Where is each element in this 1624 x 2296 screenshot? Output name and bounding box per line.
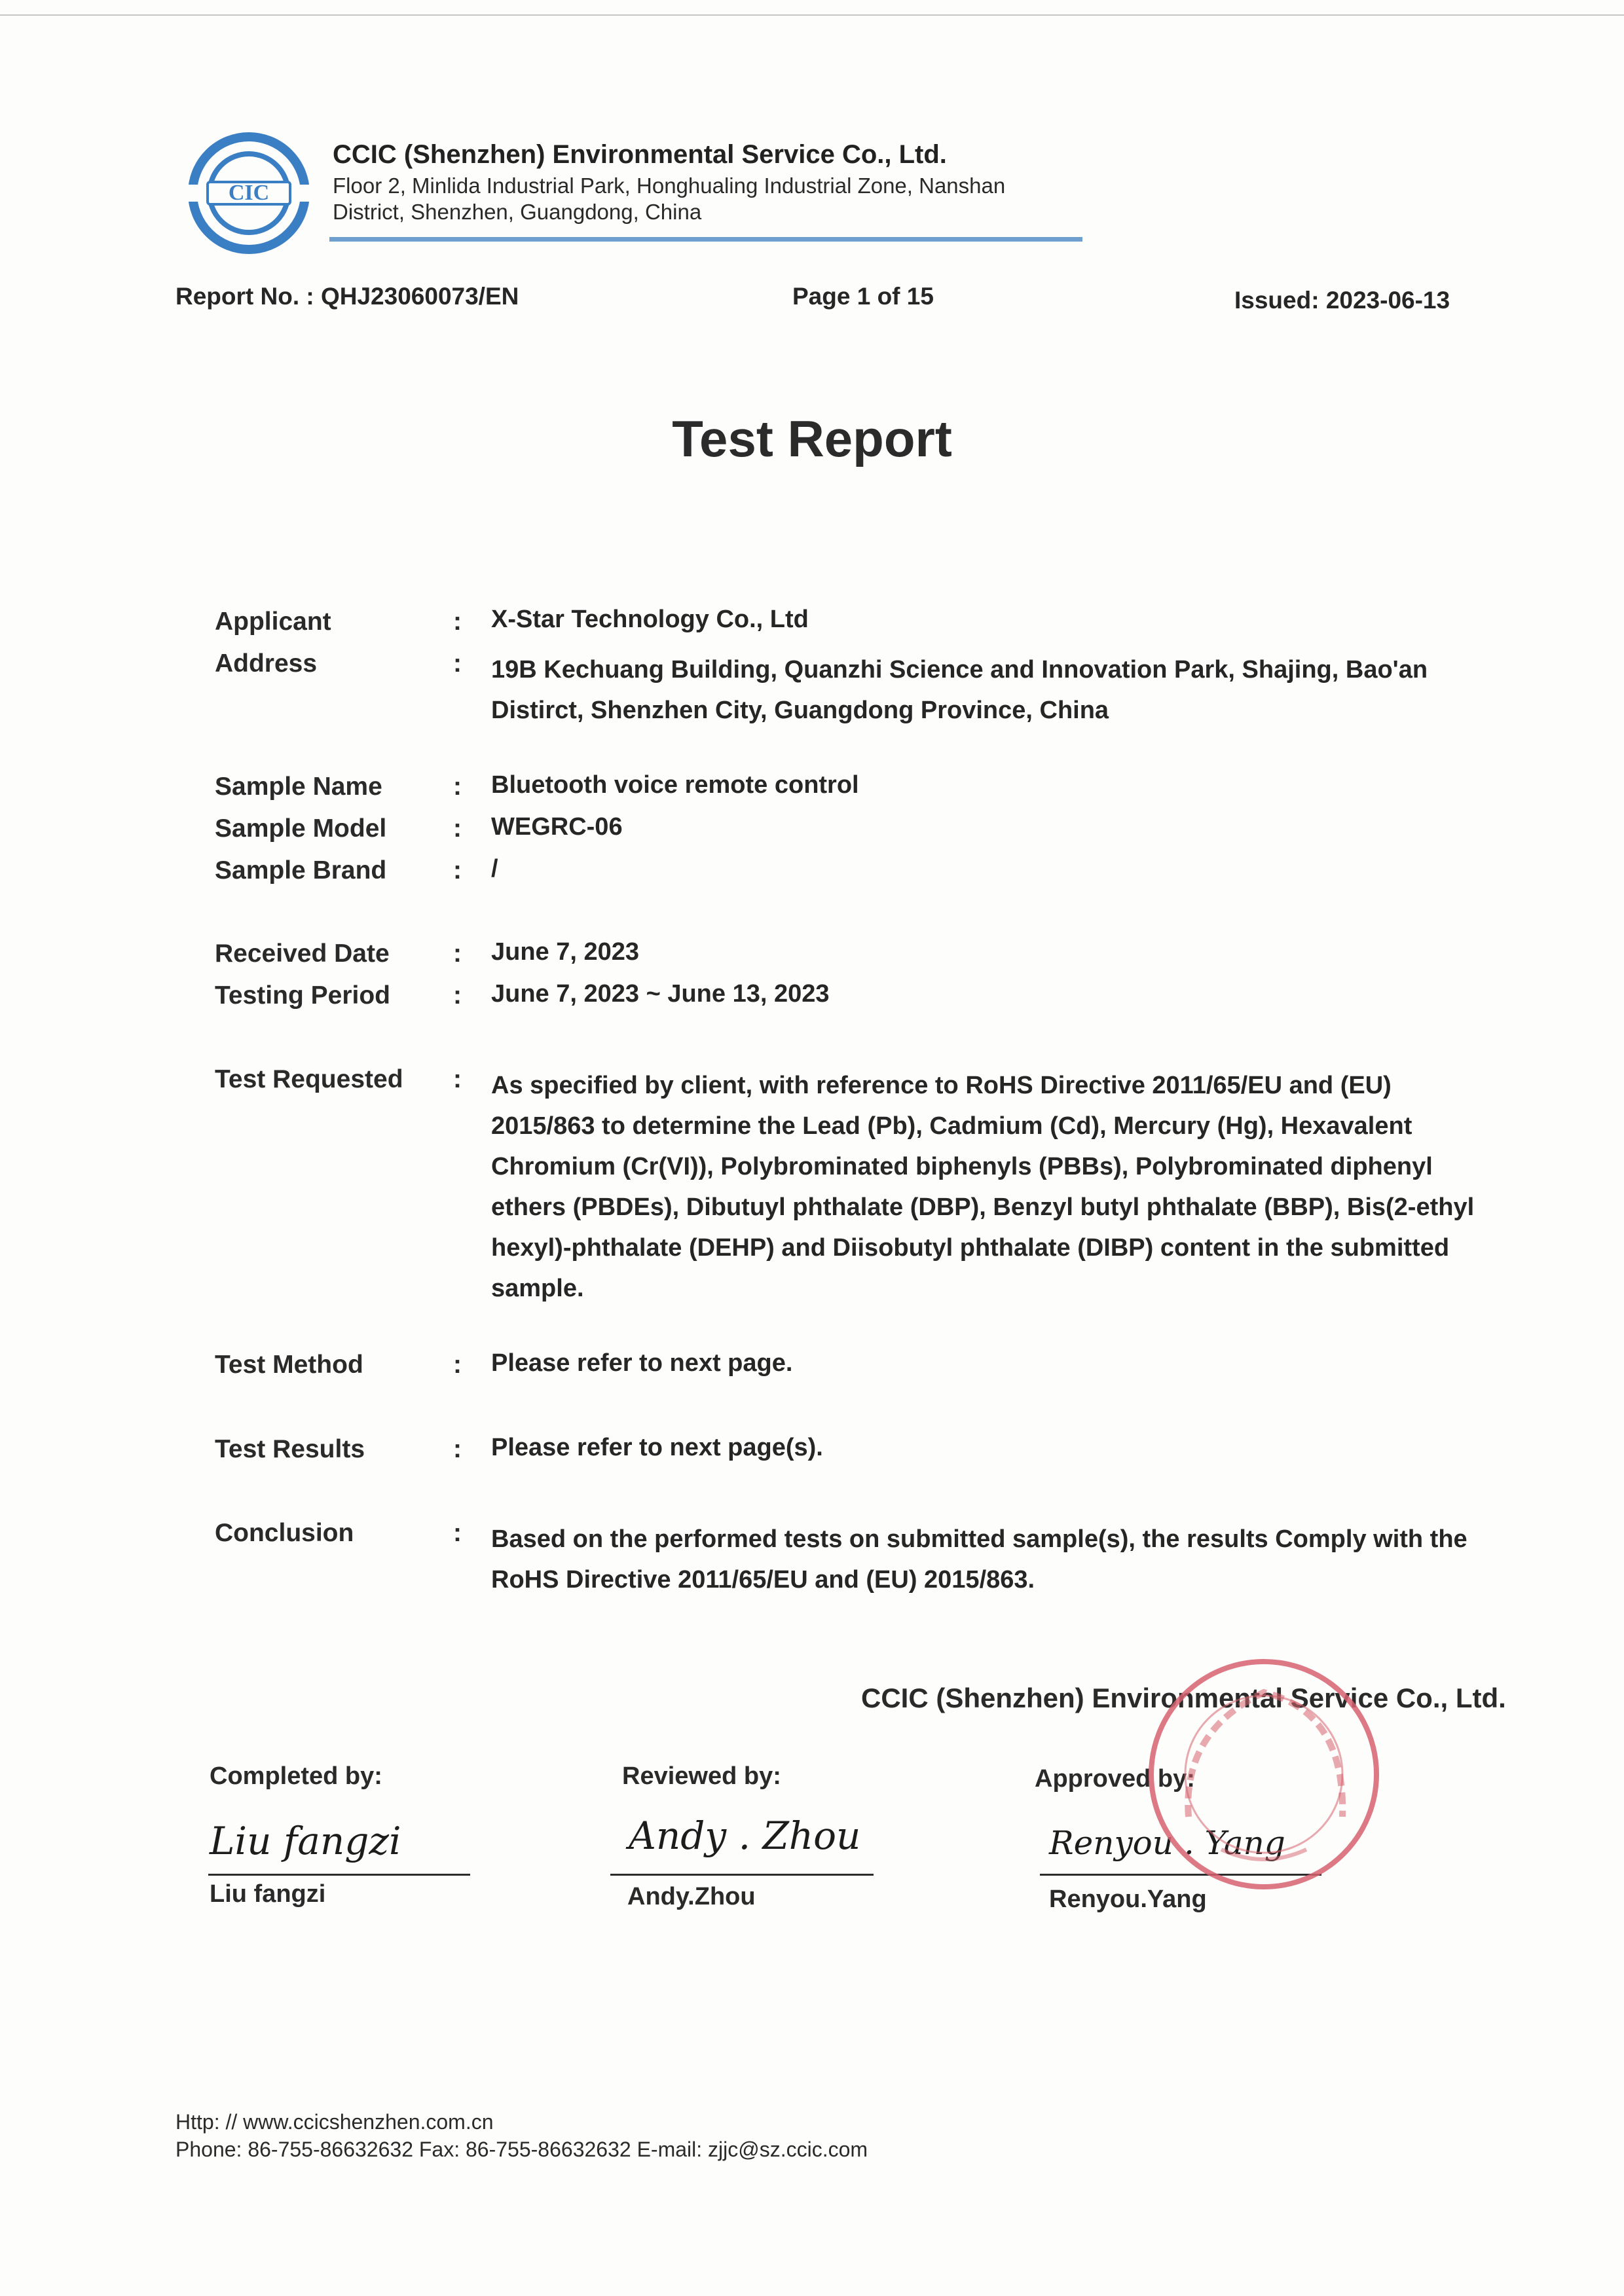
address-value: 19B Kechuang Building, Quanzhi Science and Innovation Park, Shajing, Bao'an Distirct, Shenzhen City, Guangdong Province, China — [491, 656, 1428, 724]
test-method-value: Please refer to next page. — [491, 1349, 793, 1377]
conclusion-label: Conclusion — [215, 1519, 354, 1547]
ccic-logo — [187, 131, 311, 255]
issued-date: Issued: 2023-06-13 — [1234, 287, 1450, 314]
received-date-value: June 7, 2023 — [491, 938, 640, 966]
test-requested-colon: : — [453, 1065, 462, 1093]
report-number: Report No. : QHJ23060073/EN — [175, 283, 519, 310]
address-colon: : — [453, 649, 462, 678]
testing-period-colon: : — [453, 981, 462, 1010]
sample-brand-label: Sample Brand — [215, 856, 387, 884]
page-title: Test Report — [672, 410, 952, 467]
test-results-value: Please refer to next page(s). — [491, 1434, 823, 1461]
applicant-colon: : — [453, 608, 462, 636]
conclusion-colon: : — [453, 1519, 462, 1547]
reviewed-signature-line — [610, 1874, 874, 1876]
footer-contact — [175, 2108, 868, 2163]
reviewed-signature: Andy . Zhou — [629, 1813, 861, 1858]
company-seal-stamp — [1143, 1653, 1385, 1895]
approved-by-name: Renyou.Yang — [1049, 1886, 1207, 1913]
issuing-organization: CCIC (Shenzhen) Environmental Service Co., Ltd. — [861, 1683, 1506, 1713]
completed-signature-line — [208, 1874, 470, 1876]
reviewed-by-name: Andy.Zhou — [627, 1883, 756, 1910]
header-rule — [329, 237, 1082, 242]
address-line-2: District, Shenzhen, Guangdong, China — [333, 200, 702, 224]
reviewed-by-label: Reviewed by: — [622, 1762, 781, 1790]
approved-signature: Renyou . Yang — [1049, 1824, 1285, 1862]
company-name: CCIC (Shenzhen) Environmental Service Co., Ltd. — [333, 140, 947, 169]
sample-model-colon: : — [453, 814, 462, 843]
received-date-label: Received Date — [215, 939, 390, 968]
sample-name-colon: : — [453, 773, 462, 801]
test-method-colon: : — [453, 1351, 462, 1379]
sample-model-value: WEGRC-06 — [491, 813, 623, 841]
address-line-1: Floor 2, Minlida Industrial Park, Honghualing Industrial Zone, Nanshan — [333, 173, 1006, 198]
sample-model-label: Sample Model — [215, 814, 387, 843]
completed-signature: Liu fangzi — [210, 1819, 401, 1863]
sample-name-label: Sample Name — [215, 773, 382, 801]
page-number: Page 1 of 15 — [792, 283, 934, 310]
company-address — [333, 173, 1005, 225]
test-results-label: Test Results — [215, 1435, 365, 1463]
testing-period-value: June 7, 2023 ~ June 13, 2023 — [491, 980, 830, 1008]
test-requested-value: As specified by client, with reference to RoHS Directive 2011/65/EU and (EU) 2015/863 to determine the Lead (Pb), Cadmium (Cd), Mercury (Hg), Hexavalent Chromium (Cr(VI)), Polybrominated biphenyls (PBBs), Polybrominated diphenyl ethers (PBDEs), Dibutuyl phthalate (DBP), Benzyl butyl phthalate (BBP), Bis(2-ethyl hexyl)-phthalate (DEHP) and Diisobutyl phthalate (DIBP) content in the submitted sample. — [491, 1072, 1475, 1302]
address-label: Address — [215, 649, 318, 678]
received-date-colon: : — [453, 939, 462, 968]
test-requested-label: Test Requested — [215, 1065, 403, 1093]
top-border-line — [0, 14, 1624, 16]
footer-website: Http: // www.ccicshenzhen.com.cn — [175, 2110, 494, 2134]
logo-text: CIC — [228, 181, 270, 205]
testing-period-label: Testing Period — [215, 981, 390, 1010]
sample-brand-colon: : — [453, 856, 462, 884]
test-results-colon: : — [453, 1435, 462, 1463]
sample-name-value: Bluetooth voice remote control — [491, 771, 859, 799]
completed-by-label: Completed by: — [210, 1762, 382, 1790]
footer-phone-fax-email: Phone: 86-755-86632632 Fax: 86-755-86632632 E-mail: zjjc@sz.ccic.com — [175, 2138, 868, 2161]
sample-brand-value: / — [491, 855, 498, 883]
approved-by-label: Approved by: — [1035, 1765, 1195, 1793]
conclusion-value: Based on the performed tests on submitted sample(s), the results Comply with the RoHS Directive 2011/65/EU and (EU) 2015/863. — [491, 1525, 1467, 1594]
applicant-value: X-Star Technology Co., Ltd — [491, 606, 809, 633]
applicant-label: Applicant — [215, 608, 331, 636]
completed-by-name: Liu fangzi — [210, 1880, 326, 1908]
test-method-label: Test Method — [215, 1351, 363, 1379]
